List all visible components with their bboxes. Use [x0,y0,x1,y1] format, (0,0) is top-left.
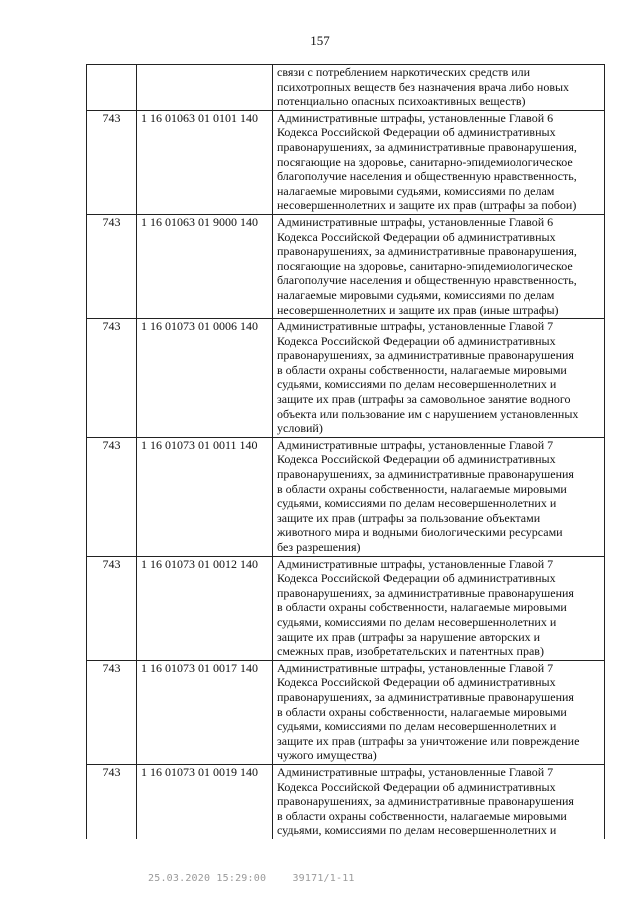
table-row [87,110,605,214]
description-line: в области охраны собственности, налагаемые мировыми [277,600,567,615]
description-line: без разрешения) [277,540,361,554]
description-line: благополучие населения и общественную нравственность, [277,169,577,184]
description-line: Кодекса Российской Федерации об административных [277,125,556,140]
budget-code-cell: 1 16 01073 01 0017 140 [137,660,273,764]
description-cell [273,556,605,660]
table-row [87,437,605,556]
description-line: чужого имущества) [277,748,377,763]
budget-code-cell: 1 16 01073 01 0011 140 [137,437,273,556]
description-line: судьями, комиссиями по делам несовершеннолетних и [277,496,557,511]
description-line: Административные штрафы, установленные Главой 6 [277,110,554,125]
description-line: налагаемые мировыми судьями, комиссиями по делам [277,287,555,302]
description-line: объекта или пользование им с нарушением установленных [277,406,579,421]
description-line: условий) [277,421,323,436]
description-line: связи с потреблением наркотических средств или [277,65,531,79]
description-line: налагаемые мировыми судьями, комиссиями по делам [277,183,555,198]
admin-code-cell: 743 [87,214,137,318]
description-line: несовершеннолетних и защите их прав (иные штрафы) [277,302,559,317]
table-row [87,319,605,438]
table-row [87,65,605,111]
description-line: защите их прав (штрафы за нарушение авторских и [277,629,541,644]
description-cell [273,437,605,556]
admin-code-cell: 743 [87,764,137,838]
description-line: Административные штрафы, установленные Главой 7 [277,660,554,675]
description-line: правонарушениях, за административные правонарушения, [277,244,577,259]
description-line: судьями, комиссиями по делам несовершеннолетних и [277,719,557,734]
footer [148,873,355,884]
description-line: посягающие на здоровье, санитарно-эпидемиологическое [277,154,573,169]
description-cell [273,65,605,111]
description-line: благополучие населения и общественную нравственность, [277,273,577,288]
description-line: потенциально опасных психоактивных веществ) [277,94,526,109]
admin-code-cell: 743 [87,660,137,764]
table-row [87,660,605,764]
admin-code-cell: 743 [87,110,137,214]
budget-code-cell: 1 16 01073 01 0019 140 [137,764,273,838]
description-line: Кодекса Российской Федерации об административных [277,779,556,794]
description-line: Административные штрафы, установленные Главой 7 [277,556,554,571]
description-cell [273,764,605,838]
description-line: Административные штрафы, установленные Главой 7 [277,764,554,779]
description-cell [273,660,605,764]
admin-code-cell: 743 [87,437,137,556]
description-line: Кодекса Российской Федерации об административных [277,571,556,586]
budget-code-cell [137,65,273,111]
description-line: судьями, комиссиями по делам несовершеннолетних и [277,823,557,838]
description-line: судьями, комиссиями по делам несовершеннолетних и [277,614,557,629]
admin-code-cell [87,65,137,111]
page-number: 157 [310,33,330,48]
description-cell [273,214,605,318]
description-line: правонарушениях, за административные правонарушения [277,348,574,363]
description-line: Кодекса Российской Федерации об административных [277,452,556,467]
description-line: правонарушениях, за административные правонарушения, [277,139,577,154]
description-line: правонарушениях, за административные правонарушения [277,585,574,600]
description-line: Кодекса Российской Федерации об административных [277,229,556,244]
description-line: защите их прав (штрафы за уничтожение или повреждение [277,733,580,748]
budget-code-cell: 1 16 01073 01 0006 140 [137,319,273,438]
table-row [87,764,605,838]
description-line: психотропных веществ без назначения врача либо новых [277,79,570,94]
admin-code-cell: 743 [87,556,137,660]
description-cell [273,319,605,438]
table-row [87,214,605,318]
description-line: несовершеннолетних и защите их прав (штрафы за побои) [277,198,577,213]
description-line: защите их прав (штрафы за самовольное занятие водного [277,392,571,407]
description-line: смежных прав, изобретательских и патентных прав) [277,644,544,659]
description-line: животного мира и водными биологическими ресурсами [277,525,563,540]
admin-code-cell: 743 [87,319,137,438]
description-line: в области охраны собственности, налагаемые мировыми [277,808,567,823]
description-line: Административные штрафы, установленные Главой 7 [277,319,554,334]
description-line: правонарушениях, за административные правонарушения [277,794,574,809]
description-line: правонарушениях, за административные правонарушения [277,467,574,482]
table-row [87,556,605,660]
table-body [87,65,605,839]
description-line: посягающие на здоровье, санитарно-эпидемиологическое [277,258,573,273]
description-line: судьями, комиссиями по делам несовершеннолетних и [277,377,557,392]
description-line: Кодекса Российской Федерации об административных [277,675,556,690]
budget-code-cell: 1 16 01063 01 9000 140 [137,214,273,318]
footer-doc-id: 39171/1-11 [292,873,355,884]
description-line: в области охраны собственности, налагаемые мировыми [277,481,567,496]
footer-timestamp: 25.03.2020 15:29:00 [148,873,267,884]
budget-codes-table [86,64,605,839]
description-line: в области охраны собственности, налагаемые мировыми [277,704,567,719]
budget-code-cell: 1 16 01063 01 0101 140 [137,110,273,214]
description-line: Кодекса Российской Федерации об административных [277,333,556,348]
description-cell [273,110,605,214]
description-line: правонарушениях, за административные правонарушения [277,689,574,704]
description-line: Административные штрафы, установленные Главой 7 [277,437,554,452]
description-line: в области охраны собственности, налагаемые мировыми [277,362,567,377]
budget-code-cell: 1 16 01073 01 0012 140 [137,556,273,660]
description-line: Административные штрафы, установленные Главой 6 [277,214,554,229]
description-line: защите их прав (штрафы за пользование объектами [277,510,541,525]
